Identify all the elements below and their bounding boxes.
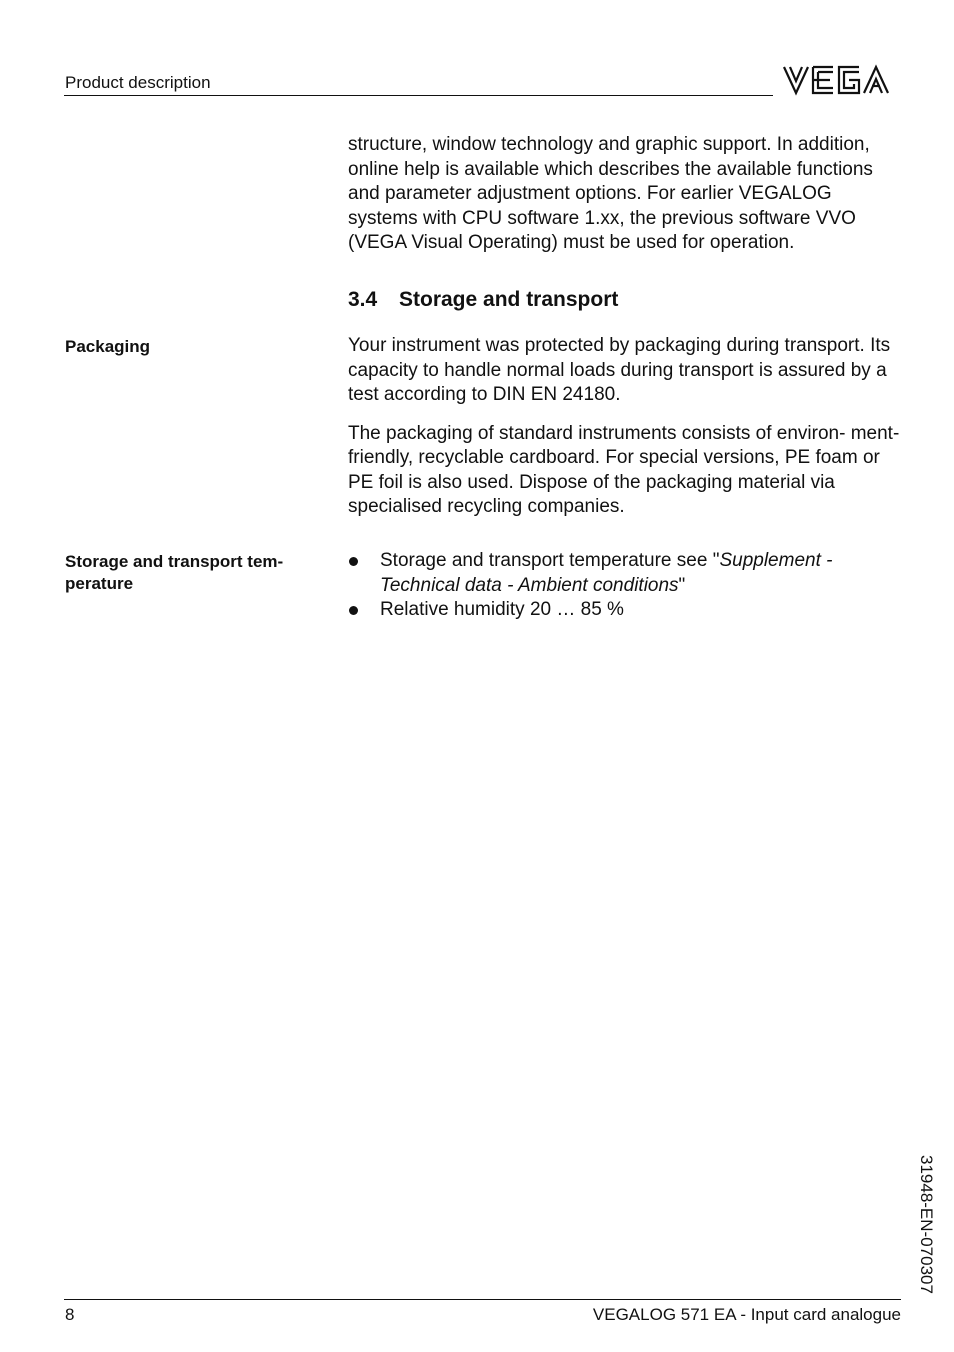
bullet-1-suffix: " <box>678 574 686 596</box>
packaging-text-block <box>348 334 904 520</box>
bullet-1-prefix: Storage and transport temperature see " <box>380 550 720 571</box>
vega-logo-graphic <box>782 62 902 98</box>
storage-bullet-list <box>348 549 904 623</box>
section-title: Storage and transport <box>399 288 619 311</box>
page-number: 8 <box>65 1305 75 1324</box>
storage-temperature-side-label: Storage and transport tem- perature <box>65 552 284 593</box>
header-rule <box>64 95 773 96</box>
document-id-vertical: 31948-EN-070307 <box>917 1155 936 1294</box>
intro-text-block <box>348 133 904 256</box>
list-item <box>348 598 904 623</box>
list-item <box>348 549 904 598</box>
section-heading <box>348 287 618 313</box>
section-number: 3.4 <box>348 288 378 311</box>
bullet-icon <box>349 606 358 615</box>
storage-temperature-block <box>348 549 904 623</box>
bullet-2-text: Relative humidity 20 … 85 % <box>380 599 624 620</box>
intro-paragraph: structure, window technology and graphic support. In addition, online help is available which describes the available functions and parameter adjustment options. For earlier VEGALOG systems with CPU software 1.xx, the previous software VVO (VEGA Visual Operating) must be used for operation. <box>348 134 873 253</box>
footer-rule <box>64 1299 901 1300</box>
packaging-paragraph-2: The packaging of standard instruments consists of environ- ment-friendly, recyclable cardboard. For special versions, PE foam or PE foil is also used. Dispose of the packaging material via specialised recycling companies. <box>348 422 900 517</box>
footer-document-title: VEGALOG 571 EA - Input card analogue <box>592 1305 901 1324</box>
packaging-paragraph-1: Your instrument was protected by packaging during transport. Its capacity to handle normal loads during transport is assured by a test according to DIN EN 24180. <box>348 335 891 405</box>
vega-logo <box>782 62 902 98</box>
packaging-side-label: Packaging <box>65 337 151 356</box>
header-section-label: Product description <box>65 73 211 92</box>
bullet-icon <box>349 557 358 566</box>
bullet-1-reference: Supplement - Technical data - Ambient conditions <box>380 550 833 596</box>
